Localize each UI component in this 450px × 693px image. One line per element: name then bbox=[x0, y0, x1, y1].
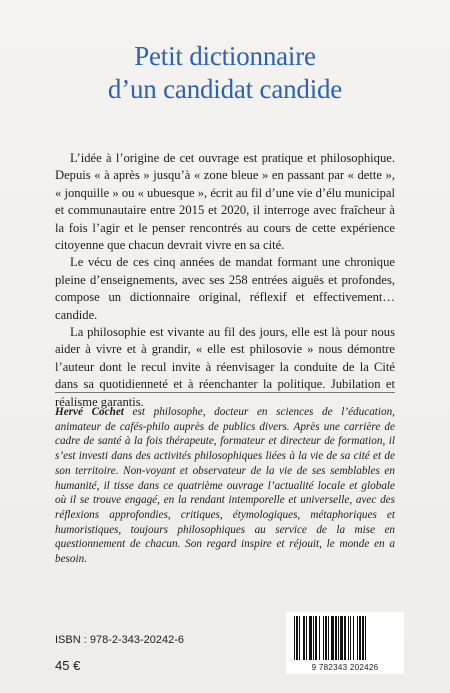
price: 45 € bbox=[55, 658, 81, 673]
book-title bbox=[0, 40, 450, 106]
author-bio bbox=[55, 405, 395, 567]
summary bbox=[55, 150, 395, 411]
author-name: Hervé Cochet bbox=[55, 406, 124, 418]
summary-paragraph: L’idée à l’origine de cet ouvrage est pratique et philosophique. Depuis « à après » jusqu’à « zone bleue » en passant par « dette », « jonquille » ou « ubuesque », écrit au fil d’une vie d’élu municipal et communautaire entre 2015 et 2020, il interroge avec fraîcheur à la fois l’agir et le penser rencontrés au cours de cette expérience citoyenne que chacun devrait vivre en sa cité. bbox=[55, 151, 395, 253]
barcode-bars bbox=[286, 612, 404, 664]
author-bio-text: est philosophe, docteur en sciences de l’éducation, animateur de cafés-philo auprès de publics divers. Après une carrière de cadre de santé à la fois thérapeute, formateur et directeur de formation, il s’est investi dans des activités philosophiques liées à la vie de sa cité et de son territoire. Non-voyant et observateur de la vie de ses semblables en humanité, il tisse dans ce quatrième ouvrage l’actualité locale et globale où il se trouve engagé, en la rendant intemporelle et universelle, avec des réflexions approfondies, critiques, étymologiques, métaphoriques et humoristiques, toujours philosophiques au service de la mise en questionnement de chacun. Son regard inspire et réjouit, le monde en a besoin. bbox=[55, 406, 395, 566]
book-title-line-2: d’un candidat candide bbox=[107, 74, 343, 104]
barcode-digits: 9 782343 202426 bbox=[311, 663, 379, 672]
divider bbox=[55, 392, 395, 393]
summary-paragraph: La philosophie est vivante au fil des jours, elle est là pour nous aider à vivre et à grandir, « elle est philosovie » nous démontre l’auteur dont le recul invite à réenvisager la conduite de la Cité dans sa quotidienneté et à réenchanter la politique. Jubilation et réalisme garantis. bbox=[55, 325, 395, 409]
isbn: ISBN : 978-2-343-20242-6 bbox=[55, 634, 185, 646]
summary-paragraph: Le vécu de ces cinq années de mandat formant une chronique pleine d’enseignements, avec ses 258 entrées aiguës et profondes, compose un dictionnaire original, réflexif et effectivement… candide. bbox=[55, 255, 395, 322]
barcode bbox=[286, 612, 404, 674]
book-title-line-1: Petit dictionnaire bbox=[134, 41, 316, 71]
